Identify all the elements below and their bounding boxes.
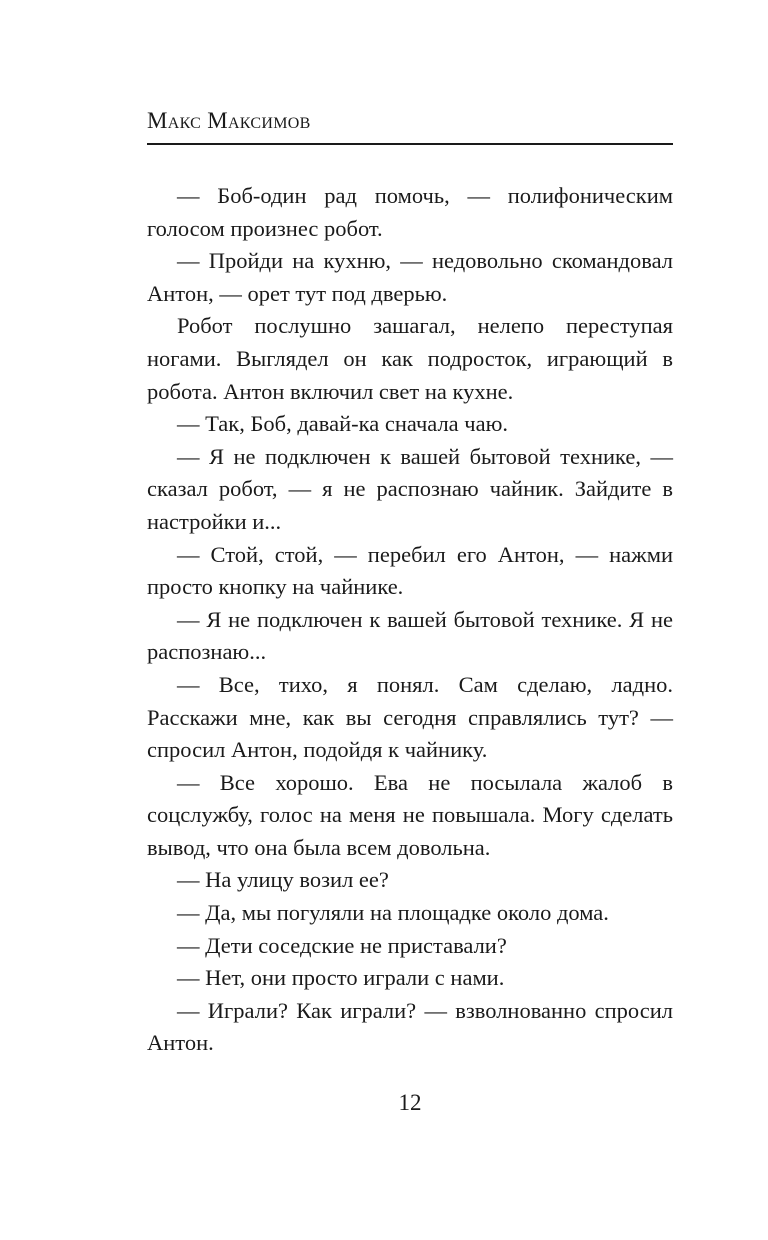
paragraph: — Боб-один рад помочь, — полифоническим голосом произнес робот.	[147, 183, 673, 241]
header-rule	[147, 143, 673, 145]
paragraph: — Все, тихо, я понял. Сам сделаю, ладно. Расскажи мне, как вы сегодня справлялись тут? — спросил Антон, подойдя к чайнику.	[147, 671, 673, 763]
paragraph: — Все хорошо. Ева не посылала жалоб в соцслужбу, голос на меня не повышала. Могу сделать вывод, что она была всем довольна.	[147, 769, 673, 860]
paragraph: — На улицу возил ее?	[177, 867, 389, 893]
paragraph: — Стой, стой, — перебил его Антон, — нажми просто кнопку на чайнике.	[147, 541, 673, 600]
paragraph: — Да, мы погуляли на площадке около дома.	[177, 900, 609, 926]
running-header-author: Макс Максимов	[147, 108, 311, 133]
page-number: 12	[398, 1090, 422, 1115]
paragraph: — Дети соседские не приставали?	[177, 932, 507, 958]
paragraph: — Я не подключен к вашей бытовой технике. Я не распознаю...	[147, 606, 673, 665]
paragraph: — Пройди на кухню, — недовольно скомандовал Антон, — орет тут под дверью.	[147, 248, 673, 306]
paragraph: — Я не подключен к вашей бытовой технике, — сказал робот, — я не распознаю чайник. Зайдите в настройки и...	[147, 443, 673, 534]
paragraph: — Играли? Как играли? — взволнованно спросил Антон.	[147, 997, 673, 1056]
paragraph: — Так, Боб, давай-ка сначала чаю.	[177, 411, 509, 437]
paragraph: — Нет, они просто играли с нами.	[177, 965, 505, 991]
body-text	[147, 180, 673, 1060]
paragraph: Робот послушно зашагал, нелепо переступая ногами. Выглядел он как подросток, играющий в робота. Антон включил свет на кухне.	[147, 313, 673, 404]
